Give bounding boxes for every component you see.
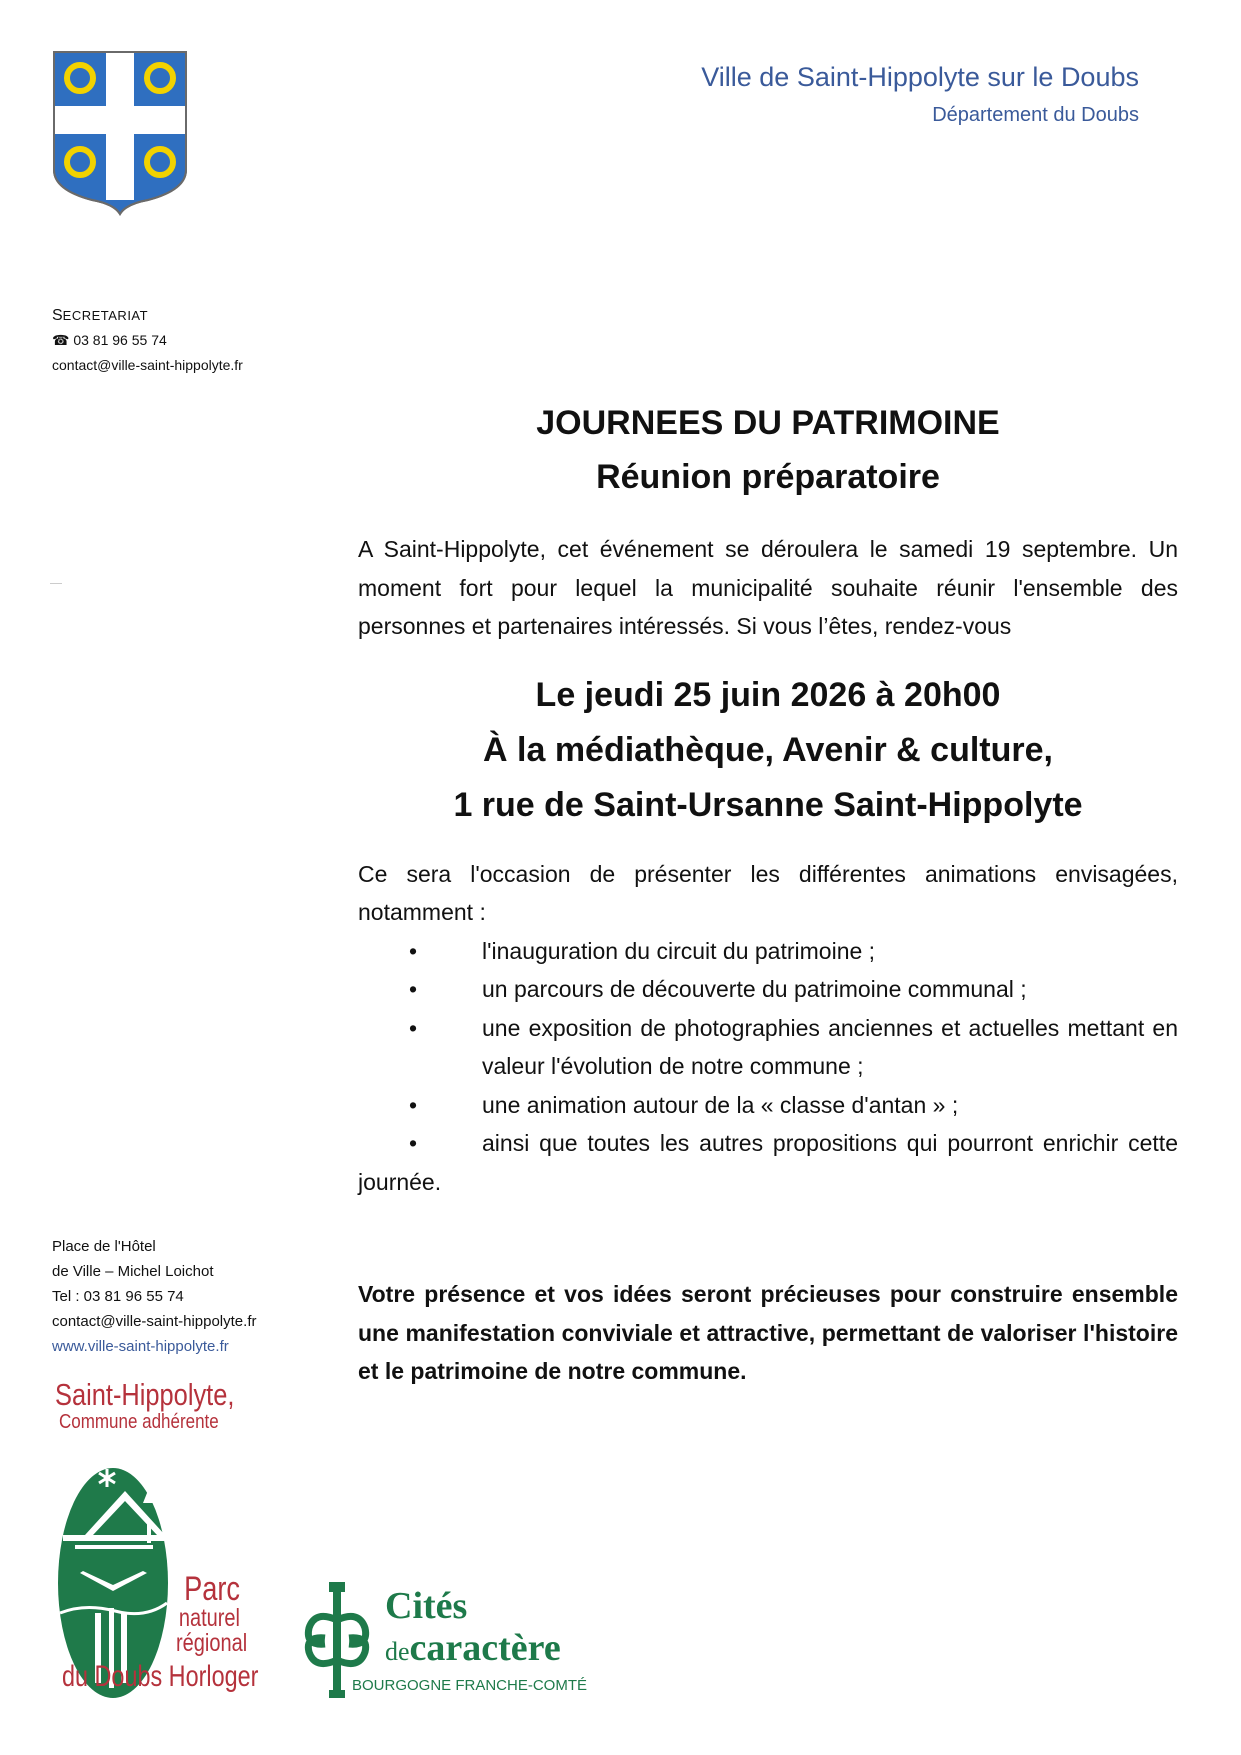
secretariat-first-letter: S (52, 307, 63, 324)
address-line-2: de Ville – Michel Loichot (52, 1263, 214, 1280)
list-item-text: un parcours de découverte du patrimoine communal ; (482, 976, 1027, 1002)
address-block (52, 1234, 256, 1359)
intro-paragraph: A Saint-Hippolyte, cet événement se déroulera le samedi 19 septembre. Un moment fort pour lequel la municipalité souhaite réunir l'ensemble des personnes et partenaires intéressés. Si vous l’êtes, rendez-vous (358, 536, 1178, 639)
parc-text-block (160, 1570, 248, 1657)
main-content (358, 396, 1178, 1391)
bullet: • (409, 1091, 418, 1118)
department-subtitle: Département du Doubs (932, 104, 1139, 126)
divider (50, 583, 62, 584)
address-tel: Tel : 03 81 96 55 74 (52, 1288, 184, 1305)
list-item (358, 1009, 1178, 1086)
parc-line-3: régional (176, 1629, 248, 1657)
list-item (358, 970, 1178, 1009)
phone-number: 03 81 96 55 74 (73, 332, 167, 348)
event-date: Le jeudi 25 juin 2026 à 20h00 (535, 675, 1001, 714)
cites-logo-line1: Cités (385, 1585, 468, 1627)
animations-list (358, 932, 1178, 1202)
cites-logo-line2 (385, 1626, 561, 1670)
event-details (358, 668, 1178, 833)
list-item (358, 932, 1178, 971)
bullet: • (409, 937, 418, 964)
phone-icon: ☎ (52, 332, 70, 348)
list-item-text: une animation autour de la « classe d'antan » ; (482, 1091, 959, 1118)
list-item (358, 1086, 1178, 1125)
address-email[interactable]: contact@ville-saint-hippolyte.fr (52, 1313, 257, 1330)
cites-logo-de: de (385, 1637, 410, 1666)
document-title: JOURNEES DU PATRIMOINE (536, 404, 1000, 442)
commune-logo-line1: Saint-Hippolyte, (55, 1377, 235, 1412)
secretariat-heading (52, 307, 148, 325)
list-item-text: une exposition de photographies anciennes et actuelles mettant en valeur l'évolution de notre commune ; (482, 1014, 1178, 1079)
parc-line-4: du Doubs Horloger (62, 1660, 259, 1693)
bullet: • (409, 976, 418, 1002)
secretariat-rest: ECRETARIAT (62, 308, 149, 323)
website-link[interactable]: www.ville-saint-hippolyte.fr (52, 1338, 229, 1355)
cites-logo-region: BOURGOGNE FRANCHE-COMTÉ (352, 1677, 588, 1694)
list-intro: Ce sera l'occasion de présenter les différentes animations envisagées, notamment : (358, 860, 1178, 925)
commune-logo-line2: Commune adhérente (59, 1411, 219, 1433)
cites-logo-caractere: caractère (409, 1627, 561, 1669)
address-line-1: Place de l'Hôtel (52, 1238, 156, 1255)
town-title: Ville de Saint-Hippolyte sur le Doubs (701, 62, 1139, 92)
bullet: • (409, 1130, 418, 1156)
closing-paragraph: Votre présence et vos idées seront précieuses pour construire ensemble une manifestation conviviale et attractive, permettant de valoriser l'histoire et le patrimoine de notre commune. (358, 1281, 1178, 1384)
coat-of-arms-logo (52, 50, 188, 216)
event-address: 1 rue de Saint-Ursanne Saint-Hippolyte (453, 785, 1083, 824)
commune-adherente-logo (55, 1377, 255, 1434)
bullet: • (409, 1014, 418, 1041)
document-subtitle: Réunion préparatoire (596, 458, 940, 496)
parc-line-1: Parc (184, 1570, 240, 1608)
parc-line-2: naturel (178, 1604, 240, 1632)
list-item-text: l'inauguration du circuit du patrimoine ; (482, 937, 876, 964)
secretariat-email[interactable]: contact@ville-saint-hippolyte.fr (52, 357, 243, 373)
list-item-text: ainsi que toutes les autres propositions qui pourront enrichir cette journée. (358, 1130, 1178, 1195)
secretariat-phone (52, 332, 167, 349)
event-venue: À la médiathèque, Avenir & culture, (483, 730, 1053, 769)
list-item (358, 1124, 1178, 1201)
